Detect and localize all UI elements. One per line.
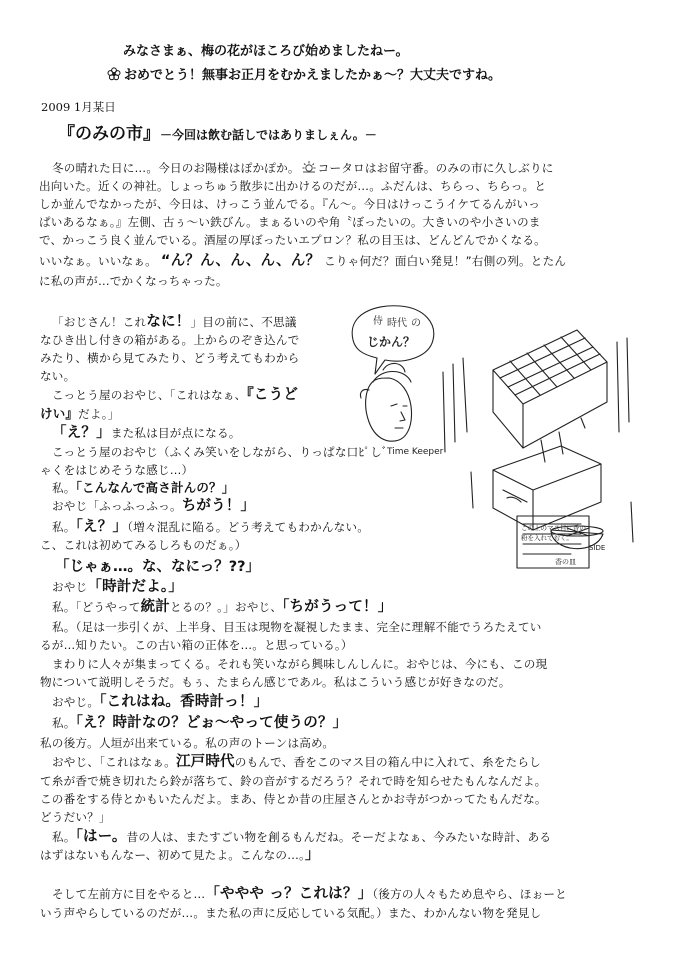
d24b: 江戸時代 (175, 754, 235, 770)
para1-line-6-b: こりゃ何だ？面白い発見！”右側の列。とたん (324, 254, 567, 268)
header-line-1: みなさまぁ、梅の花がほころび始めましたねー。 (123, 44, 409, 59)
d28b: 「はー。 (75, 829, 127, 845)
d12b: 「え？」 (75, 519, 128, 535)
d30c: （後方の人々もため息やら、ほぉーと (372, 887, 567, 901)
d15b: 「時計だよ。」 (87, 579, 184, 595)
page-title (58, 119, 377, 144)
plum-flower-icon (107, 67, 121, 81)
dialogue-line-26: この番をする侍とかもいたんだよ。まあ、侍とか昔の庄屋さんとかお寺がつかってたもんだな。 (40, 792, 547, 806)
dialogue-line-5 (52, 386, 298, 405)
dialogue-line-7 (52, 424, 241, 443)
dialogue-line-12 (52, 518, 369, 537)
d10b: 「こんなんで高さ計んの？」 (75, 480, 235, 495)
dialogue-line-9: ゃくをはじめそうな感じ…） (40, 463, 194, 477)
d16d: 「ちがうって！」 (282, 599, 393, 615)
d24c: のもんで、香をこのマス目の箱ん中に入れて、糸をたらし (234, 755, 541, 769)
dialogue-line-16 (52, 598, 392, 617)
d16b: 統計 (140, 599, 170, 615)
d11a: おやじ「ふっふっふっ。 (52, 499, 182, 513)
d22b: 「え？時計なの？どぉ～やって使うの？」 (75, 715, 348, 731)
bubble-text-4: じかん？ (367, 335, 416, 349)
dialogue-line-22 (52, 714, 347, 733)
d1b: なに！ (146, 314, 191, 330)
dialogue-line-10 (52, 479, 234, 498)
bubble-text-1: 侍 (373, 316, 383, 327)
note-line-5: 香の皿 (555, 558, 576, 566)
dialogue-line-27: どうだい？」 (40, 810, 111, 824)
dialogue-line-18: るが…知りたい。この古い箱の正体を…。と思っている。） (40, 638, 353, 652)
d1c: 」目の前に、不思議 (190, 315, 297, 329)
dialogue-line-1 (52, 313, 297, 332)
dialogue-line-4: ない。 (40, 369, 76, 383)
d7b: また私は目が点になる。 (110, 426, 241, 440)
dialogue-line-11 (52, 497, 255, 516)
dialogue-line-14: 「じゃぁ…。な、なにっ？??」 (55, 559, 261, 575)
d30a: そして左前方に目をやると… (52, 887, 206, 901)
d1a: 「おじさん！これ (52, 315, 147, 329)
dialogue-line-28 (52, 828, 551, 847)
dialogue-line-30 (52, 885, 567, 904)
para1-line-1-a: 冬の晴れた日に…。今日のお陽様はぽかぽか。 (52, 161, 300, 175)
note-line-1: この上のマス目に香の (521, 524, 586, 532)
d22a: 私。 (52, 716, 76, 730)
d12a: 私。 (52, 520, 76, 534)
d15a: おやじ (52, 580, 88, 594)
note-line-2: 粉を入れておく。 (521, 534, 573, 542)
discovery-exclaim: “ん？ん、ん、ん、ん？ (160, 253, 321, 269)
d28c: 昔の人は、またすごい物を創るもんだね。そーだよなぁ、今みたいな時計、ある (126, 830, 552, 844)
dialogue-line-17: 私。（足は一歩引くが、上半身、目玉は現物を凝視したまま、完全に理解不能でうろたえてい (52, 620, 542, 634)
title-sub: －今回は飲む話しではありましぇん。－ (160, 128, 377, 142)
dialogue-line-15 (52, 578, 183, 597)
dialogue-line-6 (40, 405, 120, 424)
sun-icon (300, 160, 318, 174)
d21c: 香時計っ！」 (180, 694, 269, 710)
d29b: 」 (305, 847, 320, 863)
dialogue-line-31: いう声やらしているのだが…。また私の声に反応している気配。）また、わかんない物を発見し (40, 906, 542, 920)
d16c: とるの？。」おやじ、 (169, 600, 283, 614)
d5b: 『こうど (246, 387, 299, 403)
incense-clock-sketch (345, 302, 641, 580)
d5a: こっとう屋のおやじ、「これはなぁ、 (52, 388, 247, 402)
d30b: 「ややや っ？これは？」 (205, 886, 373, 902)
para1-line-1 (52, 159, 554, 178)
para1-line-7: に私の声が…でかくなっちゃった。 (39, 274, 228, 288)
d21a: おやじ。 (52, 695, 100, 709)
d29a: はずはないもんなー、初めて見たよ。こんなの…。 (40, 848, 305, 862)
bubble-text-2: 時代 (387, 318, 407, 329)
header-line-2 (107, 64, 501, 83)
dialogue-line-25: て糸が香で焼き切れたら鈴が落ちて、鈴の音がするだろう？それで時を知らせたもんなんだよ。 (40, 774, 547, 788)
dialogue-line-24 (52, 753, 541, 772)
d11b: ちがう！」 (181, 498, 256, 514)
para1-line-4: ぱいあるなぁ。』左側、古ぅ～い鉄びん。まぁるいのや角〝ぼったいの。大きいのや小さいのま (39, 215, 541, 229)
d16a: 私。「どうやって (52, 600, 141, 614)
drawer-box (493, 446, 601, 490)
dialogue-line-20: 物について説明しそうだ。もぅ、たまらん感じであル。私はこういう感じが好きなのだ。 (40, 675, 511, 689)
dialogue-line-3: みたり、横から見てみたり、どう考えてもわから (40, 351, 300, 365)
entry-date: 2009 1月某日 (41, 100, 116, 114)
d28a: 私。 (52, 830, 76, 844)
header-line-2-text: おめでとう！無事お正月をむかえましたかぁ～？大丈夫ですね。 (124, 68, 502, 83)
dialogue-line-2: なひき出し付きの箱がある。上からのぞき込んで (40, 333, 300, 347)
dialogue-line-23: 私の後方。人垣が出来ている。私の声のトーンは高め。 (40, 736, 335, 750)
d24a: おやじ、「これはなぁ。 (52, 755, 176, 769)
d7a: 「え？」 (52, 425, 111, 441)
dialogue-line-13: こ、これは初めてみるしろものだぁ。） (40, 538, 247, 552)
bubble-text-3: の (411, 318, 421, 329)
para1-line-3: しか並んでなかったが、今日は、けっこう並んでる。『ん～。今日はけっこうイケてるんがいっ (39, 197, 541, 211)
para1-line-6 (39, 252, 566, 271)
para1-line-6-a: いいなぁ。いいなぁ。 (39, 254, 157, 268)
person-label: Time Keeper (387, 447, 444, 457)
title-main: 『のみの市』 (58, 124, 160, 144)
dialogue-line-8: こっとう屋のおやじ（ふくみ笑いをしながら、りっぱな口ﾋﾟしﾞ (52, 445, 388, 459)
para1-line-5: で、かっこう良く並んでいる。酒屋の厚ぼったいエプロン？私の目玉は、どんどんでかくなる。 (39, 233, 546, 247)
d6b: だよ。」 (78, 407, 120, 421)
side-label: SIDE (589, 544, 606, 552)
d21b: 「これはね。 (99, 694, 181, 710)
dialogue-line-19: まわりに人々が集まってくる。それも笑いながら興味しんしんに。おやじは、今にも、この現 (52, 657, 548, 671)
para1-line-1-b: コータロはお留守番。のみの市に久しぶりに (317, 161, 554, 175)
d10a: 私。 (52, 481, 76, 495)
dialogue-line-29 (40, 846, 320, 865)
dialogue-line-21 (52, 693, 268, 712)
person-head-icon (366, 378, 412, 441)
d6a: けい』 (40, 406, 79, 421)
para1-line-2: 出向いた。近くの神社。しょっちゅう散歩に出かけるのだが…。ふだんは、ちらっ、ちらっ。と (39, 179, 547, 193)
d12c: （増々混乱に陥る。どう考えてもわかんない。 (127, 520, 370, 534)
